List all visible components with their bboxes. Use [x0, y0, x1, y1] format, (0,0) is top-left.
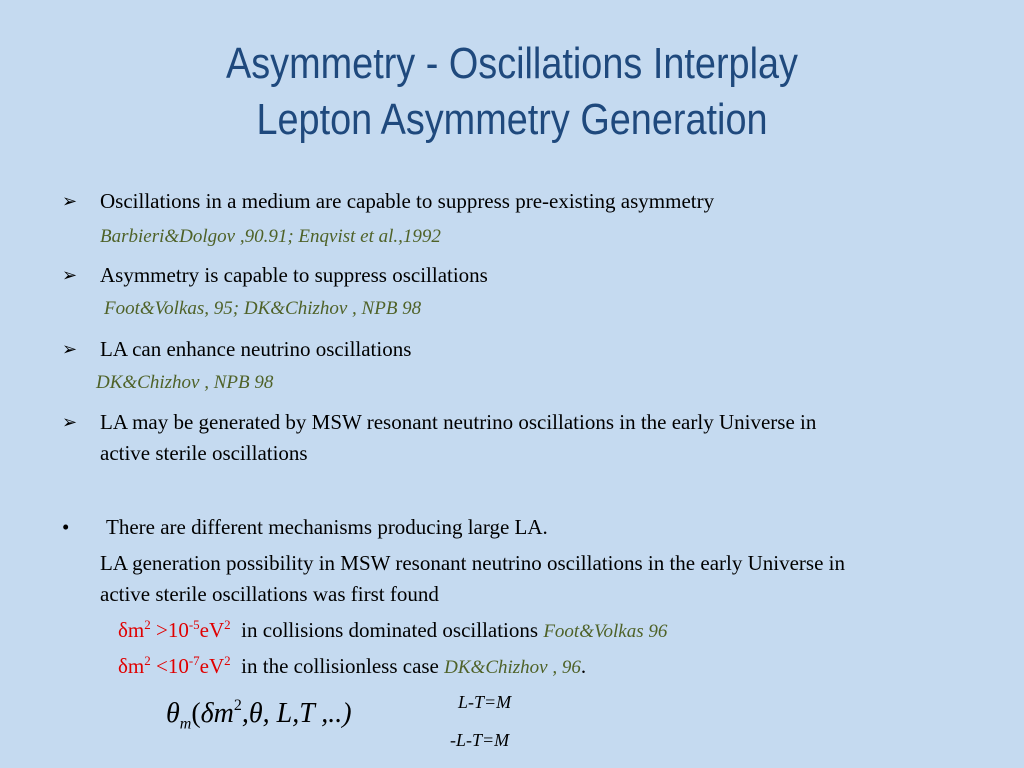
item-4-text-line-2: active sterile oscillations: [100, 441, 308, 465]
arrow-bullet-icon: ➢: [62, 412, 78, 432]
note-l-t-m: L-T=M: [458, 692, 512, 712]
mechanisms-text: There are different mechanisms producing large LA.: [106, 515, 548, 539]
dot-bullet-icon: •: [62, 515, 70, 539]
formula-open: (: [191, 698, 201, 729]
condition-2-exp1: 2: [144, 653, 151, 668]
item-4-text: LA may be generated by MSW resonant neutrino oscillations in the early Universe in: [100, 410, 817, 434]
condition-1-rel: >10: [150, 618, 189, 642]
condition-2-end: .: [580, 654, 587, 678]
arrow-bullet-icon: ➢: [62, 265, 78, 285]
condition-1: [118, 615, 667, 647]
condition-1-citation: Foot&Volkas 96: [543, 621, 668, 642]
item-3-text: LA can enhance neutrino oscillations: [100, 337, 412, 361]
condition-2-unit: eV: [199, 654, 225, 678]
item-3-citation: DK&Chizhov , NPB 98: [96, 372, 274, 393]
condition-1-exp1: 2: [144, 617, 151, 632]
mechanisms-para-line-2: active sterile oscillations was first found: [100, 582, 439, 606]
arrow-bullet-icon: ➢: [62, 191, 78, 211]
condition-1-exp3: 2: [224, 617, 231, 632]
item-2-text: Asymmetry is capable to suppress oscillations: [100, 263, 488, 287]
formula-rest: ,θ, L,T ,..): [241, 698, 352, 729]
condition-2-rel: <10: [150, 654, 189, 678]
condition-2-exp2: -7: [188, 653, 200, 668]
item-2-citation: Foot&Volkas, 95; DK&Chizhov , NPB 98: [104, 298, 422, 319]
item-1-citation: Barbieri&Dolgov ,90.91; Enqvist et al.,1992: [100, 226, 441, 247]
condition-1-exp2: -5: [188, 617, 200, 632]
condition-1-unit: eV: [199, 618, 225, 642]
formula-delta-m: δm: [200, 698, 234, 729]
condition-2-citation: DK&Chizhov , 96: [444, 657, 581, 678]
item-1-text: Oscillations in a medium are capable to suppress pre-existing asymmetry: [100, 189, 715, 213]
theta-formula: [166, 698, 352, 734]
title-line-1: Asymmetry - Oscillations Interplay: [226, 39, 798, 88]
condition-2-exp3: 2: [224, 653, 231, 668]
formula-sq: 2: [233, 697, 242, 714]
condition-1-text: in collisions dominated oscillations: [230, 618, 544, 642]
note-minus-l-t-m: -L-T=M: [450, 730, 510, 750]
mechanisms-para-line-1: LA generation possibility in MSW resonant neutrino oscillations in the early Universe in: [100, 551, 845, 575]
arrow-bullet-icon: ➢: [62, 339, 78, 359]
condition-2: [118, 651, 586, 683]
formula-theta: θ: [166, 698, 180, 729]
slide-title: [72, 36, 953, 148]
condition-1-dm: δm: [118, 618, 145, 642]
condition-2-text: in the collisionless case: [230, 654, 445, 678]
condition-2-dm: δm: [118, 654, 145, 678]
formula-sub: m: [179, 715, 192, 733]
title-line-2: Lepton Asymmetry Generation: [256, 95, 768, 144]
